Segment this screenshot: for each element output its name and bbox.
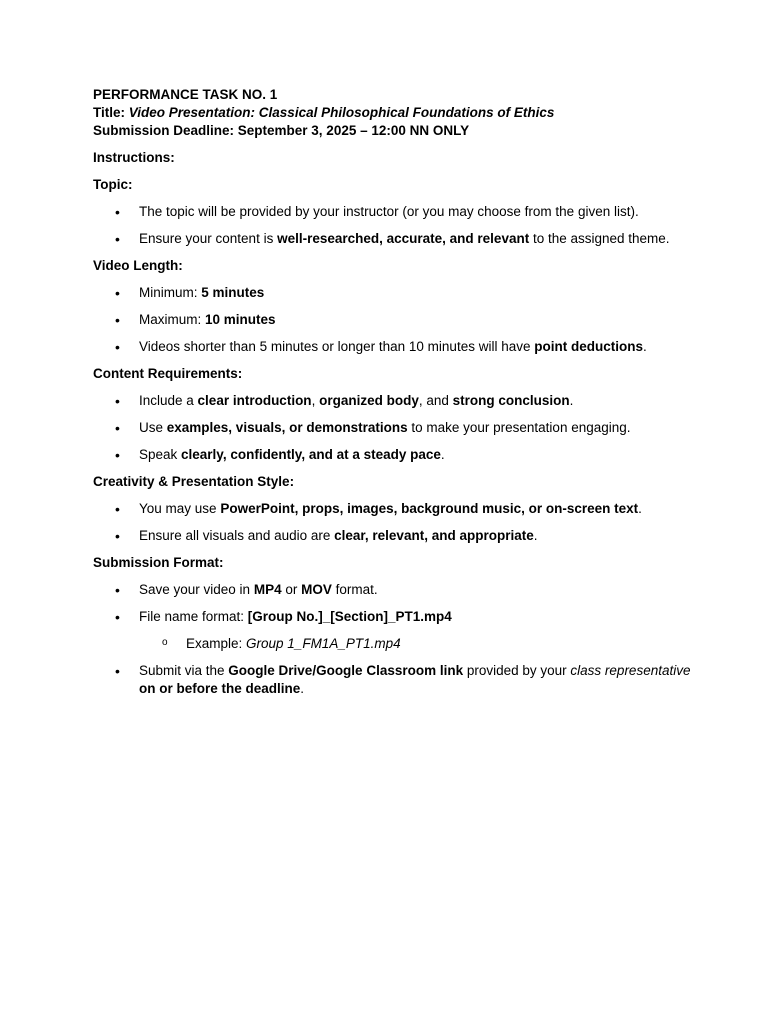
list-text: Maximum:	[139, 312, 206, 327]
content-requirements-heading: Content Requirements:	[93, 366, 243, 381]
list-text: to the assigned theme.	[529, 231, 670, 246]
title-label: Title:	[93, 105, 129, 120]
list-text: Submit via the	[139, 663, 229, 678]
list-text: File name format:	[139, 609, 248, 624]
list-text: Example:	[186, 636, 247, 651]
list-item	[139, 635, 693, 653]
list-item	[93, 284, 693, 302]
title-value: Video Presentation: Classical Philosophical Foundations of Ethics	[128, 105, 555, 120]
list-text: .	[569, 393, 574, 408]
list-item	[93, 311, 693, 329]
file-name-example-list	[139, 635, 693, 653]
list-text-bold: examples, visuals, or demonstrations	[166, 420, 408, 435]
list-text-italic: Group 1_FM1A_PT1.mp4	[246, 636, 401, 651]
list-text: You may use	[139, 501, 221, 516]
list-item	[93, 581, 693, 599]
list-text-bold: strong conclusion	[452, 393, 570, 408]
list-text: .	[440, 447, 445, 462]
list-text-bold: on or before the deadline	[139, 681, 301, 696]
list-text: or	[281, 582, 302, 597]
document-content	[93, 86, 693, 698]
content-requirements-list	[93, 392, 693, 464]
list-text-bold: 10 minutes	[205, 312, 276, 327]
list-item	[93, 230, 693, 248]
list-text-bold: clear introduction	[197, 393, 312, 408]
list-text-bold: MOV	[301, 582, 332, 597]
list-text: Include a	[139, 393, 198, 408]
topic-list	[93, 203, 693, 248]
creativity-heading: Creativity & Presentation Style:	[93, 474, 295, 489]
list-item	[93, 419, 693, 437]
list-text-bold: MP4	[253, 582, 282, 597]
creativity-list	[93, 500, 693, 545]
list-item	[93, 392, 693, 410]
list-text: provided by your	[463, 663, 571, 678]
submission-format-heading: Submission Format:	[93, 555, 224, 570]
list-text-bold: [Group No.]_[Section]_PT1.mp4	[247, 609, 452, 624]
list-text: format.	[331, 582, 378, 597]
list-text-bold: Google Drive/Google Classroom link	[228, 663, 464, 678]
submission-deadline: Submission Deadline: September 3, 2025 – 12:00 NN ONLY	[93, 123, 470, 138]
video-length-list	[93, 284, 693, 356]
list-text: .	[638, 501, 642, 516]
list-text-italic: class representative	[570, 663, 691, 678]
list-text: .	[300, 681, 305, 696]
list-text-bold: organized body	[319, 393, 419, 408]
task-number: PERFORMANCE TASK NO. 1	[93, 87, 278, 102]
list-text-bold: point deductions	[534, 339, 643, 354]
list-text-bold: well-researched, accurate, and relevant	[277, 231, 530, 246]
task-title	[93, 104, 693, 122]
list-text: Use	[139, 420, 167, 435]
topic-heading: Topic:	[93, 177, 133, 192]
list-text: Videos shorter than 5 minutes or longer than 10 minutes will have	[139, 339, 535, 354]
list-text-bold: PowerPoint, props, images, background music, or on-screen text	[220, 501, 639, 516]
list-item	[93, 338, 693, 356]
list-text: Minimum:	[139, 285, 202, 300]
list-item	[93, 446, 693, 464]
list-text: Ensure your content is	[139, 231, 278, 246]
instructions-heading: Instructions:	[93, 150, 175, 165]
list-text: .	[533, 528, 538, 543]
video-length-heading: Video Length:	[93, 258, 183, 273]
list-text: ,	[311, 393, 320, 408]
list-text: Speak	[139, 447, 182, 462]
list-text-bold: 5 minutes	[201, 285, 265, 300]
list-text-bold: clearly, confidently, and at a steady pace	[181, 447, 441, 462]
list-text-bold: clear, relevant, and appropriate	[334, 528, 534, 543]
list-item	[93, 527, 693, 545]
list-item	[93, 608, 693, 653]
list-text: Ensure all visuals and audio are	[139, 528, 335, 543]
list-item	[93, 203, 693, 221]
list-item	[93, 500, 693, 518]
list-text: The topic will be provided by your instructor (or you may choose from the given list).	[139, 204, 639, 219]
submission-format-list	[93, 581, 693, 698]
list-item	[93, 662, 693, 698]
list-text: to make your presentation engaging.	[407, 420, 631, 435]
list-text: , and	[418, 393, 453, 408]
list-text: .	[642, 339, 647, 354]
list-text: Save your video in	[139, 582, 254, 597]
